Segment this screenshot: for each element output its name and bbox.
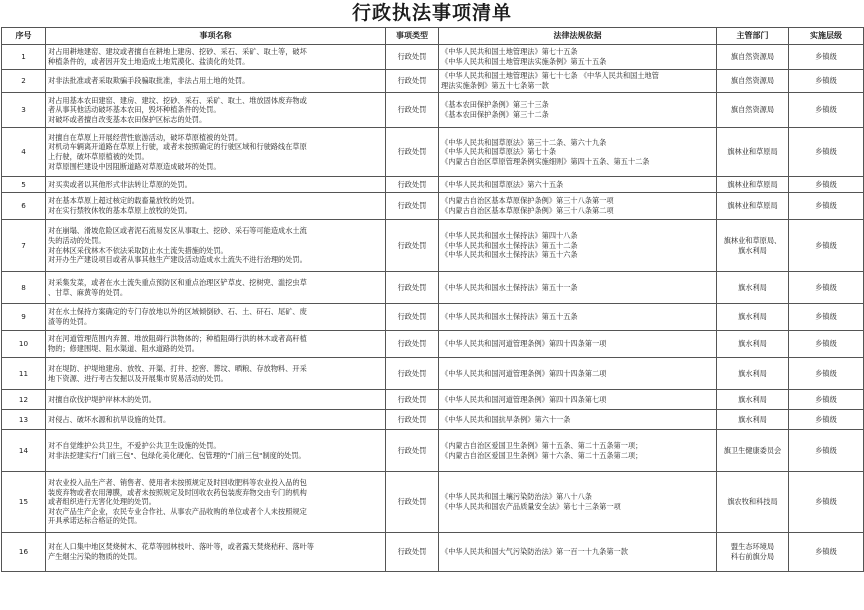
legal-basis-cell [439, 193, 717, 220]
legal-basis-line: 《基本农田保护条例》第三十三条 [441, 100, 549, 110]
legal-basis-line: 《中华人民共和国草原法》第六十五条 [441, 179, 564, 189]
department-line: 旗林业和草原局、 [723, 235, 782, 245]
item-name-cell [46, 331, 386, 358]
page-title: 行政执法事项清单 [351, 2, 512, 24]
item-name-line: 开具承诺达标合格证的处罚。 [48, 516, 142, 526]
legal-basis-line: 《基本农田保护条例》第三十二条 [441, 110, 549, 119]
index-cell: 3 [2, 93, 46, 128]
department-cell [717, 533, 789, 572]
department-cell [717, 410, 789, 430]
item-name-line: 对非法挖建实行"门前三包"、包绿化美化硬化、包管理的"门前三包"制度的处罚。 [48, 450, 306, 460]
item-name-line: 对擅自在草原上开展经营性旅游活动，破坏草原植被的处罚。 [48, 132, 243, 142]
item-name-line: 对在人口集中地区焚烧树木、花草等园林枝叶、落叶等，或者露天焚烧秸秆、落叶等 [48, 542, 314, 552]
department-cell [717, 390, 789, 410]
item-name-line: 对买卖或者以其他形式非法转让草原的处罚。 [48, 179, 192, 189]
table-row [2, 390, 864, 410]
table-header-row [2, 28, 864, 45]
department-line: 旗林业和草原局 [727, 201, 778, 211]
item-type-cell: 行政处罚 [386, 331, 439, 358]
table-row [2, 177, 864, 193]
legal-basis-line: 《中华人民共和国水土保持法》第五十六条 [441, 250, 578, 260]
legal-basis-line: 《内蒙古自治区基本草原保护条例》第三十八条第一项 [441, 196, 614, 206]
header-item-type: 事项类型 [386, 28, 439, 45]
item-type-cell: 行政处罚 [386, 272, 439, 304]
department-line: 旗自然资源局 [730, 76, 775, 86]
department-cell [717, 193, 789, 220]
item-name-cell [46, 193, 386, 220]
item-name-line: 对机动车辆离开道路在草原上行驶，或者未按照确定的行驶区域和行驶路线在草原 [48, 142, 307, 152]
item-name-line: 对在林区采伐林木不依法采取防止水土流失措施的处罚。 [48, 245, 228, 255]
level-cell: 乡镇级 [789, 128, 864, 177]
item-name-line: 对在河道管理范围内弃置、堆放阻碍行洪物体的；种植阻碍行洪的林木或者高秆植 [48, 334, 307, 344]
item-name-line: 对在堤防、护堤地建房、放牧、开渠、打井、挖窖、葬坟、晒粮、存放物料、开采 [48, 363, 307, 373]
item-name-cell [46, 45, 386, 70]
level-cell: 乡镇级 [789, 430, 864, 472]
legal-basis-line: 《中华人民共和国水土保持法》第五十二条 [441, 240, 578, 250]
level-cell: 乡镇级 [789, 93, 864, 128]
level-cell: 乡镇级 [789, 390, 864, 410]
index-cell: 6 [2, 193, 46, 220]
department-cell [717, 93, 789, 128]
legal-basis-cell [439, 304, 717, 331]
index-cell: 9 [2, 304, 46, 331]
legal-basis-line: 《中华人民共和国河道管理条例》第四十四条第二项 [441, 368, 607, 378]
department-line: 科右前旗分局 [730, 552, 775, 561]
item-name-line: 对在实行禁牧休牧的基本草原上放牧的处罚。 [48, 206, 192, 215]
item-name-cell [46, 533, 386, 572]
item-name-line: 对在水土保持方案确定的专门存放地以外的区域倾倒砂、石、土、矸石、尾矿、废 [48, 307, 307, 317]
item-name-cell [46, 472, 386, 533]
item-name-line: 物的；修建围堤、阻水渠道、阻水道路的处罚。 [48, 344, 199, 353]
table-row [2, 70, 864, 93]
department-cell [717, 430, 789, 472]
item-name-line: 对农业投入品生产者、销售者、使用者未按照规定及时回收肥料等农业投入品的包 [48, 478, 307, 488]
header-item-name: 事项名称 [46, 28, 386, 45]
item-type-cell: 行政处罚 [386, 128, 439, 177]
level-cell: 乡镇级 [789, 472, 864, 533]
index-cell: 5 [2, 177, 46, 193]
legal-basis-line: 《内蒙古自治区爱国卫生条例》第十六条、第二十五条第二项； [441, 450, 643, 460]
item-name-line: 、甘草、麻黄等的处罚。 [48, 287, 128, 297]
department-cell [717, 220, 789, 272]
index-cell: 13 [2, 410, 46, 430]
table-row [2, 220, 864, 272]
index-cell: 15 [2, 472, 46, 533]
item-name-cell [46, 220, 386, 272]
item-name-line: 对非法批准或者采取欺骗手段骗取批准，非法占用土地的处罚。 [48, 76, 250, 86]
item-name-line: 渣等的处罚。 [48, 317, 92, 326]
item-name-line: 对占用耕地建窑、建坟或者擅自在耕地上建房、挖砂、采石、采矿、取土等，破坏 [48, 47, 307, 57]
item-type-cell: 行政处罚 [386, 304, 439, 331]
item-name-cell [46, 358, 386, 390]
table-row [2, 358, 864, 390]
department-cell [717, 272, 789, 304]
legal-basis-line: 《中华人民共和国土地管理法》第七十七条 《中华人民共和国土地管 [441, 71, 659, 81]
index-cell: 14 [2, 430, 46, 472]
item-type-cell: 行政处罚 [386, 410, 439, 430]
item-name-line: 上行驶，破坏草原植被的处罚。 [48, 152, 149, 161]
header-index: 序号 [2, 28, 46, 45]
legal-basis-line: 《内蒙古自治区草原管理条例实施细则》第四十五条、第五十二条 [441, 156, 650, 166]
department-line: 盟生态环境局 [730, 542, 775, 552]
enforcement-table [1, 27, 864, 572]
department-line: 旗水利局 [738, 339, 767, 349]
item-name-line: 对侵占、破坏水源和抗旱设施的处罚。 [48, 414, 171, 424]
index-cell: 1 [2, 45, 46, 70]
table-row [2, 193, 864, 220]
level-cell: 乡镇级 [789, 533, 864, 572]
index-cell: 12 [2, 390, 46, 410]
item-name-line: 对在崩塌、滑坡危险区或者泥石流易发区从事取土、挖砂、采石等可能造成水土流 [48, 226, 307, 236]
legal-basis-line: 《中华人民共和国水土保持法》第五十五条 [441, 312, 578, 322]
table-row [2, 472, 864, 533]
index-cell: 7 [2, 220, 46, 272]
level-cell: 乡镇级 [789, 358, 864, 390]
department-line: 旗林业和草原局 [727, 179, 778, 189]
department-cell [717, 70, 789, 93]
item-name-line: 失的活动的处罚。 [48, 235, 106, 245]
item-type-cell: 行政处罚 [386, 193, 439, 220]
legal-basis-cell [439, 472, 717, 533]
department-line: 旗水利局 [738, 282, 767, 292]
item-type-cell: 行政处罚 [386, 45, 439, 70]
legal-basis-cell [439, 331, 717, 358]
table-row [2, 430, 864, 472]
department-cell [717, 45, 789, 70]
item-name-line: 对农产品生产企业，农民专业合作社、从事农产品收购的单位或者个人未按照规定 [48, 506, 307, 516]
header-department: 主管部门 [717, 28, 789, 45]
level-cell: 乡镇级 [789, 410, 864, 430]
item-name-cell [46, 70, 386, 93]
legal-basis-cell [439, 410, 717, 430]
legal-basis-cell [439, 177, 717, 193]
table-row [2, 533, 864, 572]
department-line: 旗农牧和科技局 [727, 497, 778, 507]
table-row [2, 331, 864, 358]
item-name-cell [46, 304, 386, 331]
table-body [2, 45, 864, 572]
department-line: 旗林业和草原局 [727, 147, 778, 157]
index-cell: 16 [2, 533, 46, 572]
item-type-cell: 行政处罚 [386, 70, 439, 93]
department-cell [717, 177, 789, 193]
legal-basis-line: 《中华人民共和国河道管理条例》第四十四条第一项 [441, 339, 607, 349]
level-cell: 乡镇级 [789, 45, 864, 70]
table-row [2, 304, 864, 331]
department-line: 旗水利局 [738, 368, 767, 378]
department-line: 旗自然资源局 [730, 105, 775, 115]
department-line: 旗水利局 [738, 414, 767, 424]
legal-basis-cell [439, 220, 717, 272]
level-cell: 乡镇级 [789, 70, 864, 93]
item-type-cell: 行政处罚 [386, 220, 439, 272]
department-cell [717, 472, 789, 533]
item-name-line: 装废弃物或者农用薄膜，或者未按照规定及时回收农药包装废弃物交由专门的机构 [48, 487, 307, 497]
item-name-line: 或者组织进行无害化处理的处罚。 [48, 497, 156, 507]
item-name-cell [46, 272, 386, 304]
item-name-line: 种植条件的，或者因开发土地造成土地荒漠化、盐渍化的处罚。 [48, 57, 250, 66]
department-cell [717, 128, 789, 177]
item-type-cell: 行政处罚 [386, 390, 439, 410]
department-cell [717, 304, 789, 331]
legal-basis-cell [439, 390, 717, 410]
item-type-cell: 行政处罚 [386, 358, 439, 390]
index-cell: 11 [2, 358, 46, 390]
index-cell: 8 [2, 272, 46, 304]
department-line: 旗自然资源局 [730, 52, 775, 62]
legal-basis-cell [439, 272, 717, 304]
item-name-line: 对擅自砍伐护堤护岸林木的处罚。 [48, 394, 156, 404]
table-row [2, 45, 864, 70]
legal-basis-line: 《中华人民共和国土地管理法》第七十五条 [441, 47, 578, 57]
legal-basis-cell [439, 45, 717, 70]
legal-basis-cell [439, 533, 717, 572]
department-cell [717, 358, 789, 390]
legal-basis-line: 《中华人民共和国草原法》第七十条 [441, 147, 557, 157]
item-name-line: 对占用基本农田建窑、建房、建坟、挖砂、采石、采矿、取土、堆放固体废弃物或 [48, 95, 307, 105]
item-type-cell: 行政处罚 [386, 430, 439, 472]
table-row [2, 272, 864, 304]
header-legal-basis: 法律法规依据 [439, 28, 717, 45]
item-name-cell [46, 128, 386, 177]
department-cell [717, 331, 789, 358]
level-cell: 乡镇级 [789, 220, 864, 272]
item-type-cell: 行政处罚 [386, 472, 439, 533]
item-name-line: 对在基本草原上超过核定的载畜量放牧的处罚。 [48, 196, 199, 206]
legal-basis-line: 《内蒙古自治区爱国卫生条例》第十五条、第二十五条第一项； [441, 440, 643, 450]
item-name-line: 对采集发菜，或者在水土流失重点预防区和重点治理区铲草皮、挖树兜、滥挖虫草 [48, 277, 307, 287]
department-line: 旗水利局 [738, 394, 767, 404]
item-name-cell [46, 390, 386, 410]
legal-basis-line: 《中华人民共和国草原法》第三十二条、第六十九条 [441, 137, 607, 147]
legal-basis-cell [439, 128, 717, 177]
item-name-line: 对破坏或者擅自改变基本农田保护区标志的处罚。 [48, 114, 207, 124]
department-line: 旗卫生健康委员会 [723, 445, 782, 455]
index-cell: 4 [2, 128, 46, 177]
legal-basis-line: 《中华人民共和国大气污染防治法》第一百一十九条第一款 [441, 547, 628, 557]
item-name-line: 对不自觉维护公共卫生，不爱护公共卫生设施的处罚。 [48, 440, 221, 450]
legal-basis-cell [439, 430, 717, 472]
department-line: 旗水利局 [738, 245, 767, 255]
legal-basis-line: 理法实施条例》第五十七条第一款 [441, 81, 549, 90]
level-cell: 乡镇级 [789, 272, 864, 304]
table-row [2, 93, 864, 128]
index-cell: 10 [2, 331, 46, 358]
legal-basis-cell [439, 358, 717, 390]
legal-basis-line: 《中华人民共和国水土保持法》第五十一条 [441, 282, 578, 292]
level-cell: 乡镇级 [789, 304, 864, 331]
table-row [2, 410, 864, 430]
table-row [2, 128, 864, 177]
legal-basis-line: 《中华人民共和国土地管理法实施条例》第五十五条 [441, 57, 607, 66]
legal-basis-line: 《内蒙古自治区基本草原保护条例》第三十八条第二项 [441, 206, 614, 215]
legal-basis-line: 《中华人民共和国抗旱条例》第六十一条 [441, 414, 571, 424]
department-line: 旗水利局 [738, 312, 767, 322]
legal-basis-line: 《中华人民共和国农产品质量安全法》第七十三条第一项 [441, 502, 621, 511]
item-name-line: 对草原围栏建设中因阻断道路对草原造成破坏的处罚。 [48, 161, 221, 171]
item-name-line: 产生烟尘污染的物质的处罚。 [48, 552, 142, 561]
item-name-cell [46, 177, 386, 193]
item-type-cell: 行政处罚 [386, 533, 439, 572]
legal-basis-line: 《中华人民共和国河道管理条例》第四十四条第七项 [441, 394, 607, 404]
legal-basis-cell [439, 93, 717, 128]
item-type-cell: 行政处罚 [386, 93, 439, 128]
level-cell: 乡镇级 [789, 193, 864, 220]
level-cell: 乡镇级 [789, 331, 864, 358]
item-name-line: 者从事其他活动破坏基本农田，毁坏种植条件的处罚。 [48, 105, 221, 115]
item-name-line: 地下资源、进行考古发掘以及开展集市贸易活动的处罚。 [48, 373, 228, 383]
item-name-cell [46, 93, 386, 128]
header-level: 实施层级 [789, 28, 864, 45]
legal-basis-line: 《中华人民共和国水土保持法》第四十八条 [441, 231, 578, 241]
level-cell: 乡镇级 [789, 177, 864, 193]
item-name-cell [46, 430, 386, 472]
index-cell: 2 [2, 70, 46, 93]
legal-basis-line: 《中华人民共和国土壤污染防治法》第八十八条 [441, 492, 592, 502]
item-name-cell [46, 410, 386, 430]
legal-basis-cell [439, 70, 717, 93]
item-type-cell: 行政处罚 [386, 177, 439, 193]
item-name-line: 对开办生产建设项目或者从事其他生产建设活动造成水土流失不进行治理的处罚。 [48, 255, 307, 265]
